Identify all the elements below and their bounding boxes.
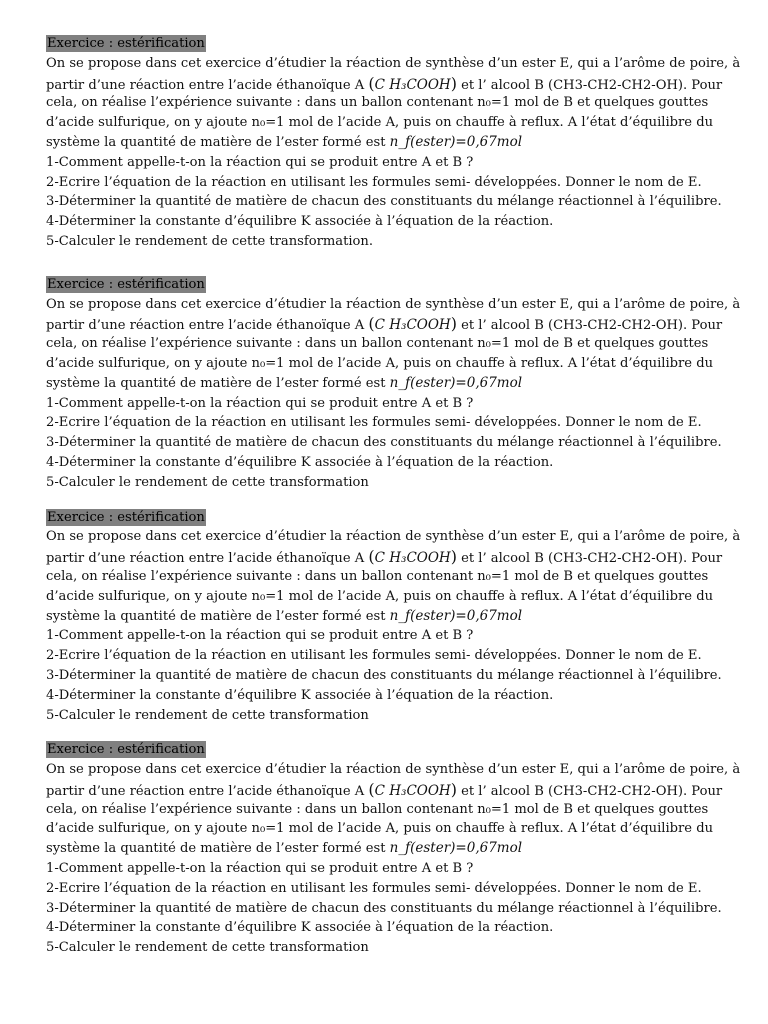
question-1: 1-Comment appelle-t-on la réaction qui se produit entre A et B ? <box>46 628 474 644</box>
question-5: 5-Calculer le rendement de cette transformation. <box>46 233 374 249</box>
question-4: 4-Déterminer la constante d’équilibre K associée à l’équation de la réaction. <box>46 920 554 936</box>
statement-text: et l’ alcool B (CH3-CH2-CH2-OH). Pour <box>461 551 723 567</box>
statement-line: d’acide sulfurique, on y ajoute n₀=1 mol de l’acide A, puis on chauffe à reflux. A l’état d’équilibre du <box>46 355 714 371</box>
exercise-block <box>46 508 741 726</box>
statement-text: système la quantité de matière de l’ester formé est <box>46 608 386 624</box>
statement-line: On se propose dans cet exercice d’étudier la réaction de synthèse d’un ester E, qui a l’arôme de poire, à <box>46 529 741 545</box>
formula-acid: (C H₃COOH) <box>368 73 457 93</box>
exercise-title: Exercice : estérification <box>47 742 205 758</box>
statement-text: système la quantité de matière de l’ester formé est <box>46 841 386 857</box>
formula-acid: (C H₃COOH) <box>368 779 457 799</box>
statement-line <box>46 133 726 153</box>
statement-line: cela, on réalise l’expérience suivante : dans un ballon contenant n₀=1 mol de B et quelques gouttes <box>46 801 709 817</box>
formula-nf: n_f(ester)=0,67mol <box>389 840 523 857</box>
formula-acid: (C H₃COOH) <box>368 547 457 567</box>
question-3: 3-Déterminer la quantité de matière de chacun des constituants du mélange réactionnel à l’équilibre. <box>46 667 722 683</box>
exercise-title: Exercice : estérification <box>47 509 205 525</box>
exercise-block <box>46 34 741 252</box>
statement-line <box>46 607 726 627</box>
question-3: 3-Déterminer la quantité de matière de chacun des constituants du mélange réactionnel à l’équilibre. <box>46 435 722 451</box>
question-5: 5-Calculer le rendement de cette transformation <box>46 707 369 723</box>
question-2: 2-Ecrire l’équation de la réaction en utilisant les formules semi- développées. Donner le nom de E. <box>46 415 702 431</box>
exercise-block <box>46 740 741 958</box>
statement-line <box>46 374 726 394</box>
statement-line <box>46 314 726 334</box>
statement-line: On se propose dans cet exercice d’étudier la réaction de synthèse d’un ester E, qui a l’arôme de poire, à <box>46 762 741 778</box>
statement-text: et l’ alcool B (CH3-CH2-CH2-OH). Pour <box>461 318 723 334</box>
formula-acid: (C H₃COOH) <box>368 314 457 334</box>
exercise-title: Exercice : estérification <box>47 36 205 51</box>
statement-line: cela, on réalise l’expérience suivante : dans un ballon contenant n₀=1 mol de B et quelques gouttes <box>46 568 709 584</box>
statement-line: On se propose dans cet exercice d’étudier la réaction de synthèse d’un ester E, qui a l’arôme de poire, à <box>46 55 741 71</box>
statement-text: système la quantité de matière de l’ester formé est <box>46 375 386 391</box>
question-1: 1-Comment appelle-t-on la réaction qui se produit entre A et B ? <box>46 154 474 170</box>
statement-line: cela, on réalise l’expérience suivante : dans un ballon contenant n₀=1 mol de B et quelques gouttes <box>46 95 709 111</box>
statement-line: On se propose dans cet exercice d’étudier la réaction de synthèse d’un ester E, qui a l’arôme de poire, à <box>46 296 741 312</box>
formula-nf: n_f(ester)=0,67mol <box>389 607 523 624</box>
question-2: 2-Ecrire l’équation de la réaction en utilisant les formules semi- développées. Donner le nom de E. <box>46 648 702 664</box>
statement-line <box>46 780 726 800</box>
statement-text: et l’ alcool B (CH3-CH2-CH2-OH). Pour <box>461 783 723 799</box>
question-2: 2-Ecrire l’équation de la réaction en utilisant les formules semi- développées. Donner le nom de E. <box>46 880 702 896</box>
statement-text: système la quantité de matière de l’ester formé est <box>46 134 386 150</box>
statement-line: cela, on réalise l’expérience suivante : dans un ballon contenant n₀=1 mol de B et quelques gouttes <box>46 336 709 352</box>
question-3: 3-Déterminer la quantité de matière de chacun des constituants du mélange réactionnel à l’équilibre. <box>46 900 722 916</box>
question-4: 4-Déterminer la constante d’équilibre K associée à l’équation de la réaction. <box>46 687 554 703</box>
statement-text: partir d’une réaction entre l’acide éthanoïque A <box>46 783 365 799</box>
question-1: 1-Comment appelle-t-on la réaction qui se produit entre A et B ? <box>46 395 474 411</box>
document-page <box>46 34 741 958</box>
question-5: 5-Calculer le rendement de cette transformation <box>46 474 369 490</box>
statement-line: d’acide sulfurique, on y ajoute n₀=1 mol de l’acide A, puis on chauffe à reflux. A l’état d’équilibre du <box>46 588 714 604</box>
statement-line: d’acide sulfurique, on y ajoute n₀=1 mol de l’acide A, puis on chauffe à reflux. A l’état d’équilibre du <box>46 115 714 131</box>
question-1: 1-Comment appelle-t-on la réaction qui se produit entre A et B ? <box>46 861 474 877</box>
question-4: 4-Déterminer la constante d’équilibre K associée à l’équation de la réaction. <box>46 454 554 470</box>
question-2: 2-Ecrire l’équation de la réaction en utilisant les formules semi- développées. Donner le nom de E. <box>46 174 702 190</box>
statement-line <box>46 74 726 94</box>
formula-nf: n_f(ester)=0,67mol <box>389 374 523 391</box>
statement-text: partir d’une réaction entre l’acide éthanoïque A <box>46 551 365 567</box>
question-5: 5-Calculer le rendement de cette transformation <box>46 940 369 956</box>
statement-line <box>46 547 726 567</box>
exercise-block <box>46 275 741 493</box>
question-3: 3-Déterminer la quantité de matière de chacun des constituants du mélange réactionnel à l’équilibre. <box>46 194 722 210</box>
formula-nf: n_f(ester)=0,67mol <box>389 133 523 150</box>
statement-text: partir d’une réaction entre l’acide éthanoïque A <box>46 77 365 93</box>
statement-line: d’acide sulfurique, on y ajoute n₀=1 mol de l’acide A, puis on chauffe à reflux. A l’état d’équilibre du <box>46 821 714 837</box>
question-4: 4-Déterminer la constante d’équilibre K associée à l’équation de la réaction. <box>46 214 554 230</box>
statement-text: partir d’une réaction entre l’acide éthanoïque A <box>46 318 365 334</box>
statement-text: et l’ alcool B (CH3-CH2-CH2-OH). Pour <box>461 77 723 93</box>
statement-line <box>46 839 726 859</box>
exercise-title: Exercice : estérification <box>47 276 205 292</box>
